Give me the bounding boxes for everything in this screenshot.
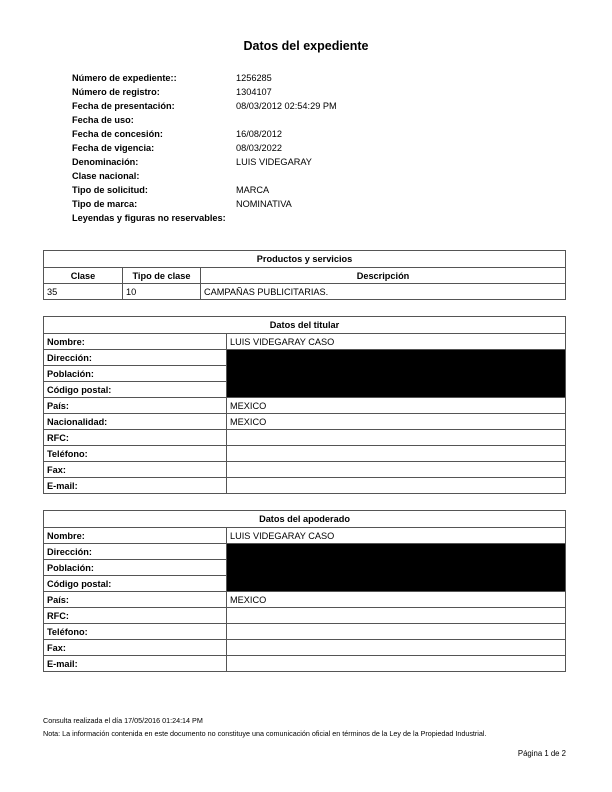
- table-row: [44, 430, 566, 446]
- row-label: Código postal:: [44, 382, 227, 398]
- info-row-concesion: [72, 127, 436, 141]
- row-value: MEXICO: [227, 414, 566, 430]
- table-row: [44, 462, 566, 478]
- info-row-expediente: [72, 71, 436, 85]
- row-label: Dirección:: [44, 350, 227, 366]
- row-label: Población:: [44, 560, 227, 576]
- row-label: Teléfono:: [44, 446, 227, 462]
- row-label: Nombre:: [44, 334, 227, 350]
- row-label: País:: [44, 592, 227, 608]
- table-row: [44, 284, 566, 300]
- redaction-block: [227, 350, 566, 398]
- expediente-info: [72, 71, 436, 223]
- row-value: LUIS VIDEGARAY CASO: [227, 334, 566, 350]
- table-row: [44, 350, 566, 366]
- table-row: [44, 624, 566, 640]
- table-row: [44, 334, 566, 350]
- table-row: [44, 414, 566, 430]
- info-value: MARCA: [236, 185, 270, 195]
- footer-note: Nota: La información contenida en este documento no constituye una comunicación oficial en términos de la Ley de la Propiedad Industrial.: [43, 729, 487, 738]
- table-row: [44, 398, 566, 414]
- info-value: 16/08/2012: [236, 129, 282, 139]
- info-row-presentacion: [72, 99, 436, 113]
- info-row-tipo-marca: [72, 197, 436, 211]
- table-row: [44, 656, 566, 672]
- row-label: Teléfono:: [44, 624, 227, 640]
- info-value: 08/03/2012 02:54:29 PM: [236, 101, 337, 111]
- productos-table: [43, 250, 566, 300]
- info-value: 1256285: [236, 73, 272, 83]
- info-label: Número de registro:: [72, 87, 160, 97]
- apoderado-table: [43, 510, 566, 672]
- info-row-clase-nacional: [72, 169, 436, 183]
- row-label: Fax:: [44, 640, 227, 656]
- info-value: 08/03/2022: [236, 143, 282, 153]
- table-row: [44, 608, 566, 624]
- row-value: MEXICO: [227, 398, 566, 414]
- row-value: [227, 462, 566, 478]
- info-row-denominacion: [72, 155, 436, 169]
- titular-caption: Datos del titular: [44, 317, 566, 334]
- info-row-tipo-solicitud: [72, 183, 436, 197]
- info-value: [236, 169, 436, 183]
- table-row: [44, 592, 566, 608]
- header-clase: Clase: [44, 268, 123, 284]
- row-label: E-mail:: [44, 478, 227, 494]
- redaction-block: [227, 544, 566, 592]
- row-label: RFC:: [44, 430, 227, 446]
- info-value: [236, 211, 436, 223]
- row-value: [227, 430, 566, 446]
- row-value: [227, 608, 566, 624]
- table-row: [44, 528, 566, 544]
- cell-tipo-clase: 10: [123, 284, 201, 300]
- info-value: NOMINATIVA: [236, 199, 292, 209]
- row-label: Código postal:: [44, 576, 227, 592]
- info-value: LUIS VIDEGARAY: [236, 157, 312, 167]
- page-number: Página 1 de 2: [517, 749, 566, 758]
- header-descripcion: Descripción: [201, 268, 566, 284]
- row-value: [227, 640, 566, 656]
- info-row-uso: [72, 113, 436, 127]
- apoderado-caption: Datos del apoderado: [44, 511, 566, 528]
- row-label: RFC:: [44, 608, 227, 624]
- info-value: 1304107: [236, 87, 272, 97]
- page-title: Datos del expediente: [243, 39, 369, 53]
- row-label: País:: [44, 398, 227, 414]
- row-label: Población:: [44, 366, 227, 382]
- row-value: MEXICO: [227, 592, 566, 608]
- row-label: Fax:: [44, 462, 227, 478]
- row-value: LUIS VIDEGARAY CASO: [227, 528, 566, 544]
- row-label: Dirección:: [44, 544, 227, 560]
- cell-clase: 35: [44, 284, 123, 300]
- table-row: [44, 544, 566, 560]
- info-label: Leyendas y figuras no reservables:: [72, 213, 226, 223]
- row-label: Nombre:: [44, 528, 227, 544]
- table-row: [44, 446, 566, 462]
- row-value: [227, 446, 566, 462]
- header-tipo-clase: Tipo de clase: [123, 268, 201, 284]
- table-row: [44, 640, 566, 656]
- info-value: [236, 113, 436, 127]
- info-label: Tipo de marca:: [72, 199, 138, 209]
- info-label: Fecha de presentación:: [72, 101, 175, 111]
- info-label: Clase nacional:: [72, 171, 140, 181]
- row-value: [227, 624, 566, 640]
- table-row: [44, 478, 566, 494]
- info-label: Fecha de uso:: [72, 115, 134, 125]
- consulta-timestamp: Consulta realizada el día 17/05/2016 01:24:14 PM: [43, 716, 203, 725]
- info-label: Fecha de vigencia:: [72, 143, 155, 153]
- cell-descripcion: CAMPAÑAS PUBLICITARIAS.: [201, 284, 566, 300]
- info-row-vigencia: [72, 141, 436, 155]
- info-row-registro: [72, 85, 436, 99]
- titular-table: [43, 316, 566, 494]
- info-label: Denominación:: [72, 157, 139, 167]
- row-value: [227, 656, 566, 672]
- info-label: Tipo de solicitud:: [72, 185, 148, 195]
- row-label: Nacionalidad:: [44, 414, 227, 430]
- row-label: E-mail:: [44, 656, 227, 672]
- info-label: Fecha de concesión:: [72, 129, 163, 139]
- info-label: Número de expediente::: [72, 73, 177, 83]
- productos-caption: Productos y servicios: [44, 251, 566, 268]
- row-value: [227, 478, 566, 494]
- info-row-leyendas: [72, 211, 436, 223]
